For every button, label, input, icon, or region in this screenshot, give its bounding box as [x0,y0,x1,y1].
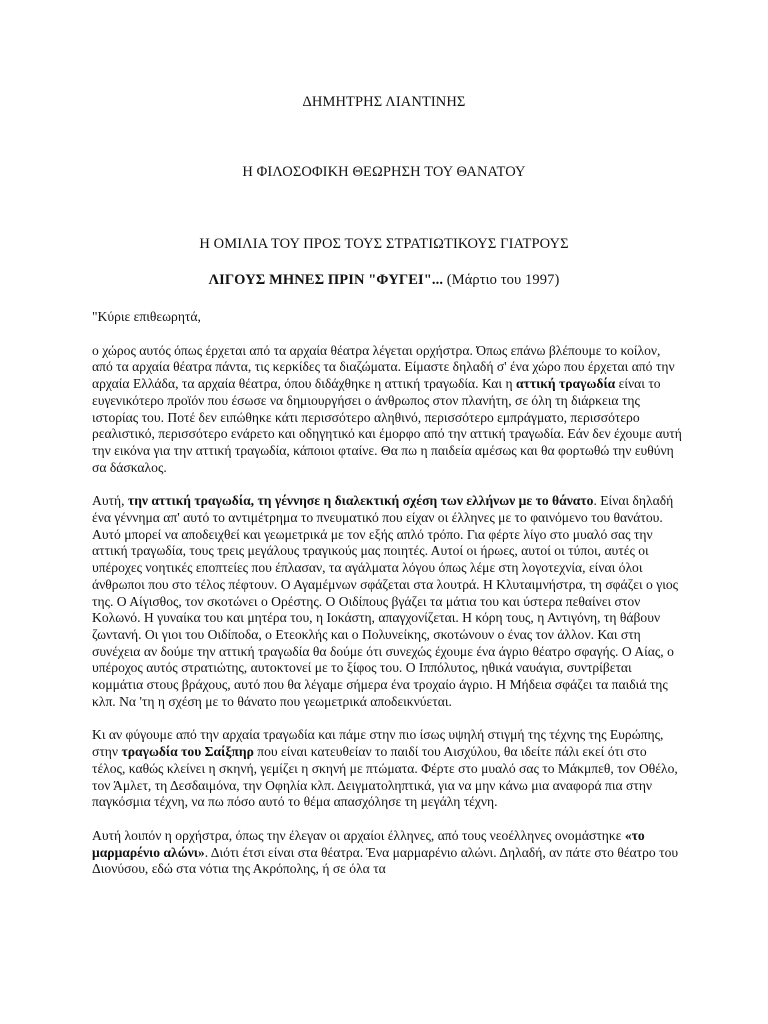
author-heading: ΔΗΜΗΤΡΗΣ ΛΙΑΝΤΙΝΗΣ [302,94,466,110]
paragraph-4-text-c: . Διότι έτσι είναι στα θέατρα. Ένα μαρμαρένιο αλώνι. Δηλαδή, αν πάτε στο θέατρο του Διονύσου, εδώ στα νότια της Ακρόπολης, ή σε όλα τα [92,844,679,877]
subtitle-date-text: (Μάρτιο του 1997) [443,272,560,288]
paragraph-2 [92,493,682,710]
body-text [92,309,682,895]
paragraph-2-bold: την αττική τραγωδία, τη γέννησε η διαλεκτική σχέση των ελλήνων με το θάνατο [127,493,594,509]
paragraph-2-text-a: Αυτή, [92,493,128,509]
paragraph-3 [92,727,682,811]
paragraph-1-text-c: είναι το ευγενικότερο προϊόν που έσωσε να δημιουργήσει ο άνθρωπος στον πλανήτη, σε όλη τη διάρκεια της ιστορίας του. Ποτέ δεν ειπώθηκε κάτι περισσότερο αληθινό, περισσότερο εμπράγματο, περισσότερο ρεαλιστικό, περισσότερο ενάρετο και οδηγητικό και έμορφο από την αττική τραγωδία. Εάν δεν έχουμε αυτή την εικόνα για την αττική τραγωδία, κάποιοι φταίνε. Θα πω η παιδεία αμέσως και θα φορτωθώ την ευθύνη σα δάσκαλος. [92,376,682,475]
paragraph-4-text-a: Αυτή λοιπόν η ορχήστρα, όπως την έλεγαν οι αρχαίοι έλληνες, από τους νεοέλληνες ονομάστηκε [92,827,625,843]
paragraph-2-text-c: . Είναι δηλαδή ένα γέννημα απ' αυτό το αντιμέτρημα το πνευματικό που είχαν οι έλληνες με το φαινόμενο του θανάτου. Αυτό μπορεί να αποδειχθεί και γεωμετρικά με τον εξής απλό τρόπο. Για φέρτε λίγο στο μυαλό σας την αττική τραγωδία, τους τρεις μεγάλους τραγικούς μας ποιητές. Αυτοί οι ήρωες, αυτοί οι τύποι, αυτές οι υπέροχες νοητικές εποπτείες που έπλασαν, τα αγάλματα λόγου όπως λέμε στη λογοτεχνία, είναι όλοι άνθρωποι που στο τέλος πέφτουν. Ο Αγαμέμνων σφάζεται στα λουτρά. Η Κλυταιμνήστρα, τη σφάζει ο γιος της. Ο Αίγισθος, τον σκοτώνει ο Ορέστης. Ο Οιδίπους βγάζει τα μάτια του και ύστερα πεθαίνει στον Κολωνό. Η γυναίκα του και μητέρα του, η Ιοκάστη, απαγχονίζεται. Η κόρη τους, η Αντιγόνη, τη θάβουν ζωντανή. Οι γιοι του Οιδίποδα, ο Ετεοκλής και ο Πολυνείκης, σκοτώνουν ο ένας τον άλλον. Και στη συνέχεια αν δούμε την αττική τραγωδία θα δούμε ότι συνεχώς έχουμε ένα άγριο θέατρο σφαγής. Ο Αίας, ο υπέροχος αυτός στρατιώτης, αυτοκτονεί με το ξίφος του. Ο Ιππόλυτος, ηθικά ναυάγια, συντρίβεται κομμάτια στους βράχους, αυτό που θα λέγαμε σήμερα ένα τροχαίο άγριο. Η Μήδεια σφάζει τα παιδιά της κλπ. Να 'τη η σχέση με το θάνατο που γεωμετρικά αποδεικνύεται. [92,493,679,709]
subtitle-bold-text: ΛΙΓΟΥΣ ΜΗΝΕΣ ΠΡΙΝ "ΦΥΓΕΙ"... [208,272,444,288]
paragraph-3-bold: τραγωδία του Σαίξπηρ [121,744,254,760]
salutation: "Κύριε επιθεωρητά, [92,309,201,324]
paragraph-4-bold: «το μαρμαρένιο αλώνι» [92,827,645,860]
paragraph-3-text-c: που είναι κατευθείαν το παιδί του Αισχύλου, θα ιδείτε πάλι εκεί ότι στο τέλος, καθώς κλείνει η σκηνή, γεμίζει η σκηνή με πτώματα. Φέρτε στο μυαλό σας το Μάκμπεθ, τον Οθέλο, τον Άμλετ, τη Δεσδαιμόνα, την Οφηλία κλπ. Δειγματοληπτικά, για να μην κάνω μια αναφορά πια στην παγκόσμια τέχνη, να πω πόσο αυτό το θέμα απασχόλησε τη μεγάλη τέχνη. [92,744,678,810]
document-title: Η ΦΙΛΟΣΟΦΙΚΗ ΘΕΩΡΗΣΗ ΤΟΥ ΘΑΝΑΤΟΥ [242,164,526,180]
subtitle-heading [0,272,768,289]
paragraph-3-text-a: Κι αν φύγουμε από την αρχαία τραγωδία και πάμε στην πιο ίσως υψηλή στιγμή της τέχνης της Ευρώπης, στην [92,727,664,760]
paragraph-1 [92,343,682,477]
paragraph-1-bold: αττική τραγωδία [515,376,616,392]
paragraph-1-text-a: ο χώρος αυτός όπως έρχεται από τα αρχαία θέατρα λέγεται ορχήστρα. Όπως επάνω βλέπουμε το κοίλον, από τα αρχαία θέατρα πάντα, τις κερκίδες τα διαζώματα. Είμαστε δηλαδή σ' ένα χώρο που έρχεται από την αρχαία Ελλάδα, τα αρχαία θέατρα, όπου διδάχθηκε η αττική τραγωδία. Και η [92,342,675,392]
paragraph-4 [92,828,682,878]
speech-heading: Η ΟΜΙΛΙΑ ΤΟΥ ΠΡΟΣ ΤΟΥΣ ΣΤΡΑΤΙΩΤΙΚΟΥΣ ΓΙΑΤΡΟΥΣ [199,236,569,252]
